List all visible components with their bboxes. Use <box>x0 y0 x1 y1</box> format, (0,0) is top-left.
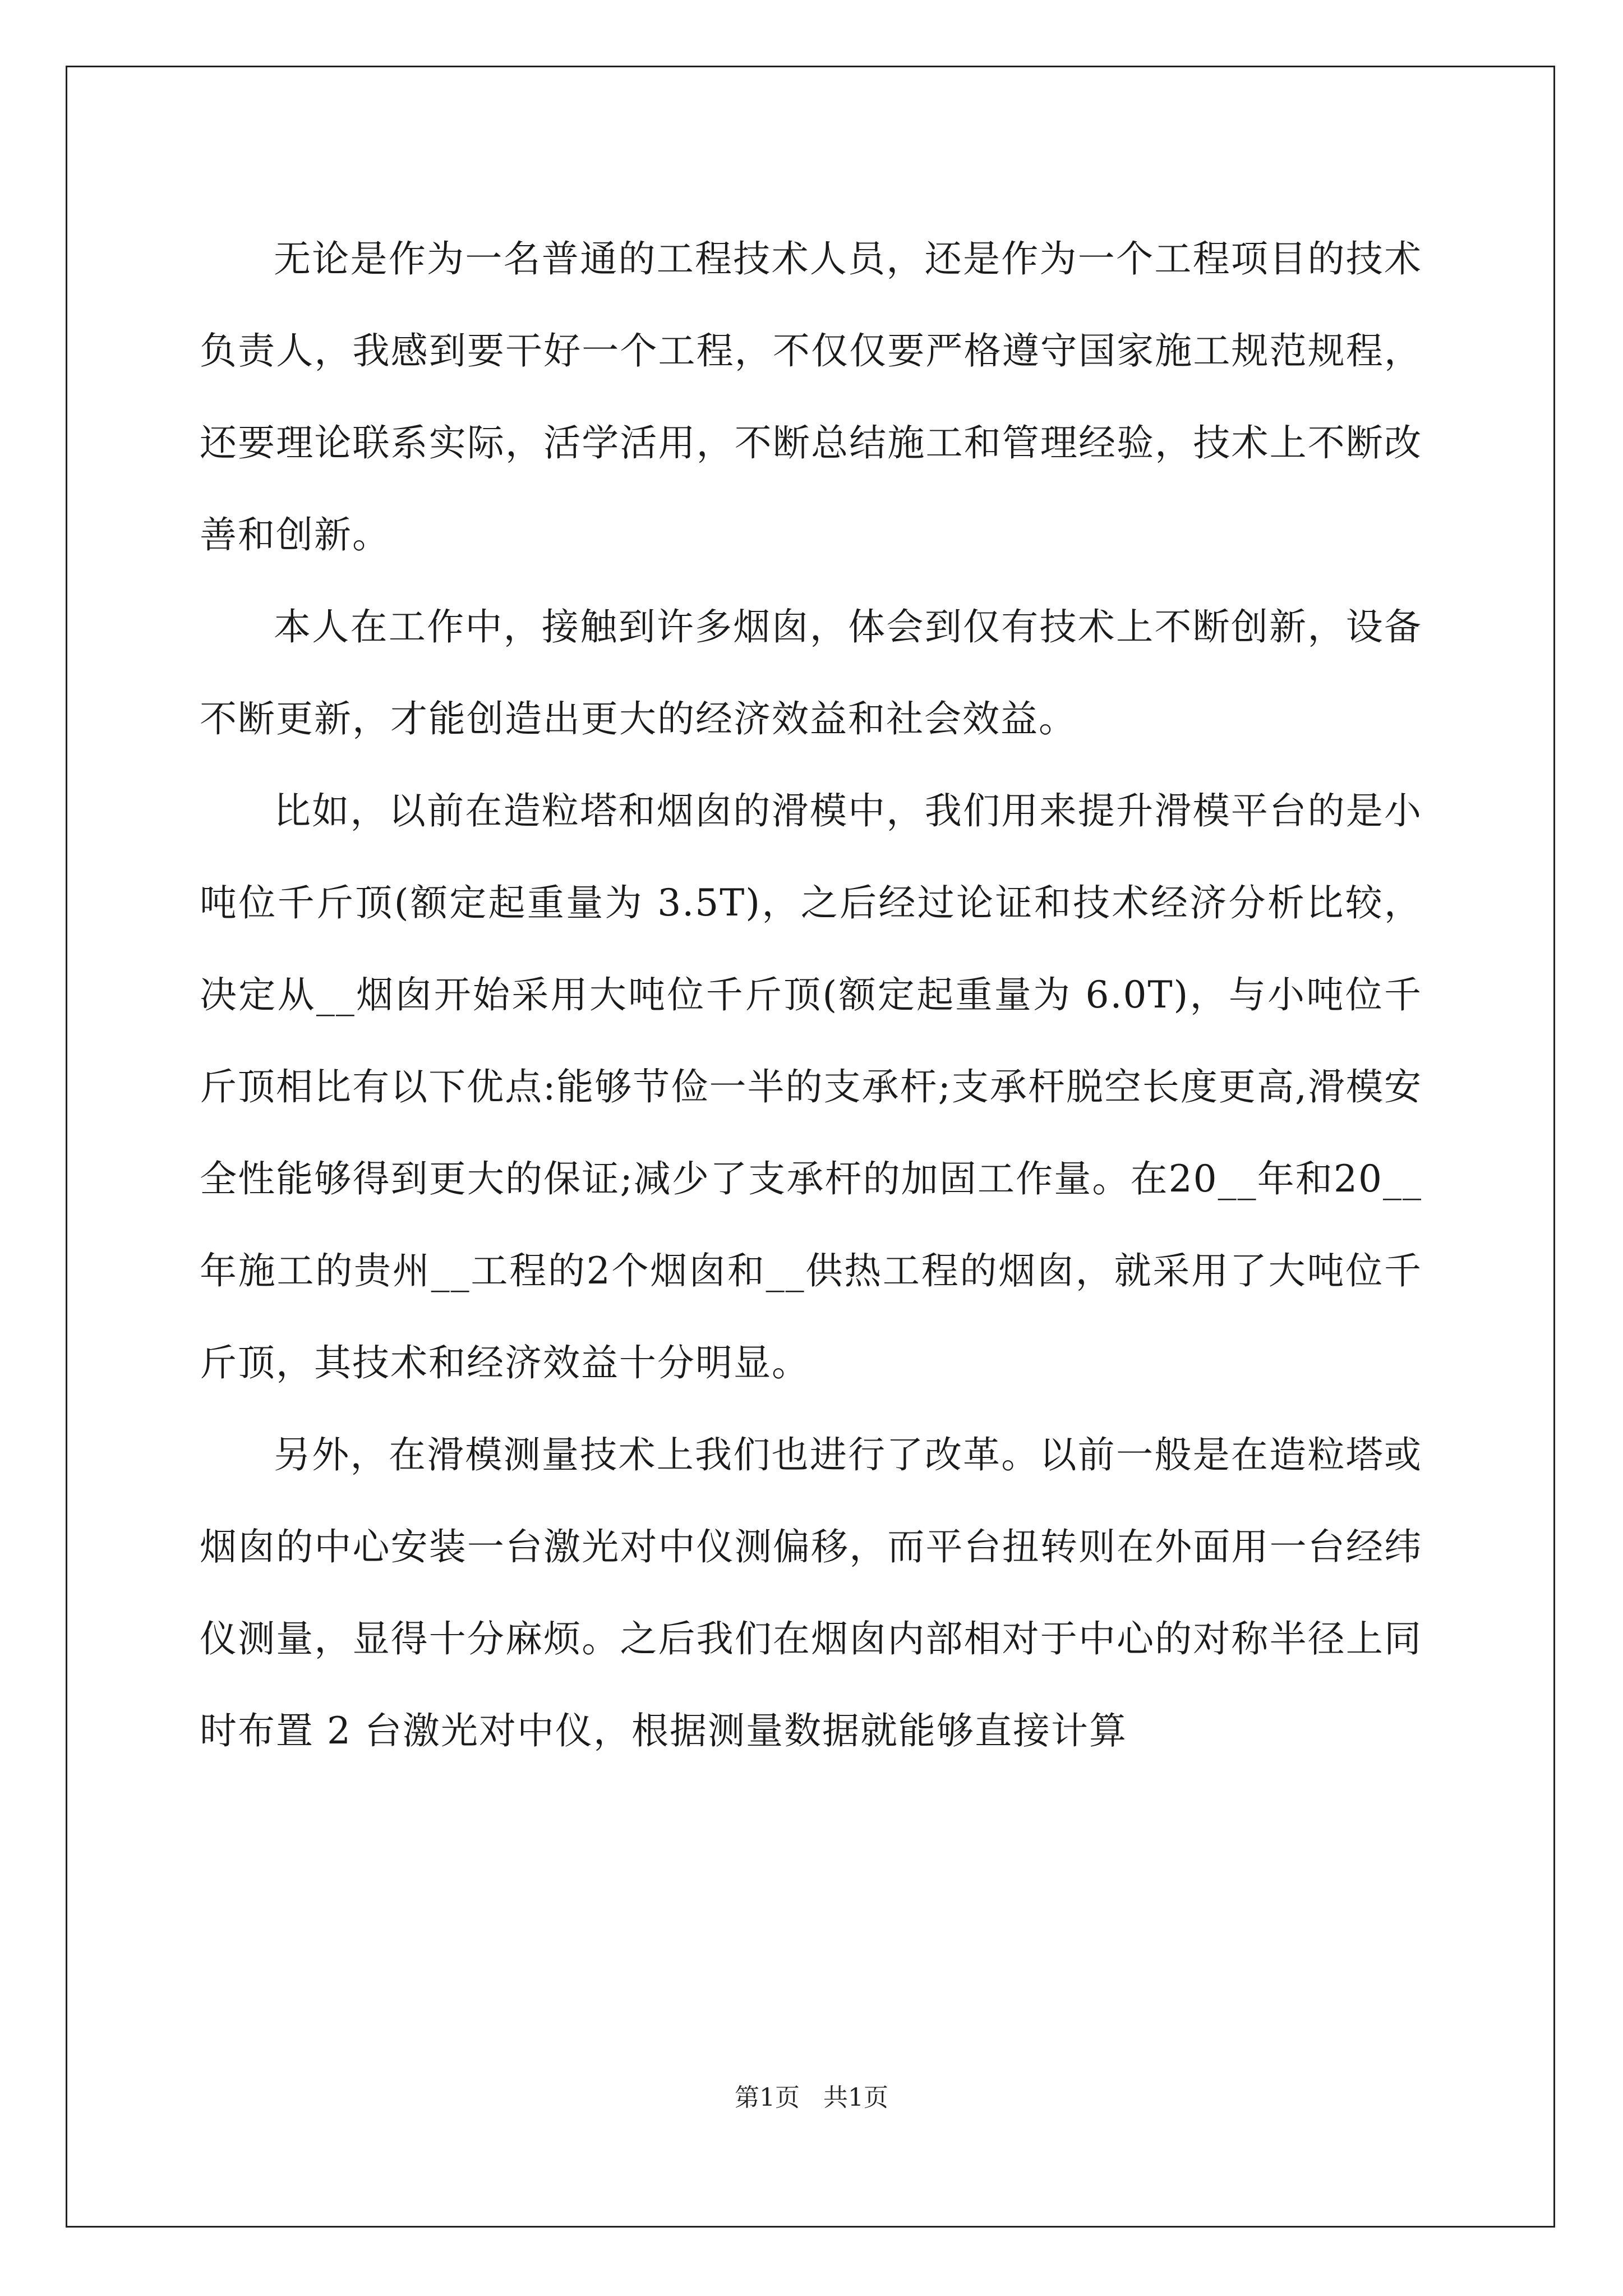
page-total: 共1页 <box>823 2083 888 2112</box>
paragraph-4: 另外，在滑模测量技术上我们也进行了改革。以前一般是在造粒塔或烟囱的中心安装一台激光对中仪测偏移，而平台扭转则在外面用一台经纬仪测量，显得十分麻烦。之后我们在烟囱内部相对于中心的对称半径上同时布置 2 台激光对中仪，根据测量数据就能够直接计算 <box>200 1433 1422 1752</box>
document-body <box>200 213 1422 1777</box>
page-number: 第1页 <box>735 2083 800 2112</box>
paragraph-2: 本人在工作中，接触到许多烟囱，体会到仅有技术上不断创新，设备不断更新，才能创造出更大的经济效益和社会效益。 <box>200 605 1422 740</box>
page-footer <box>0 2081 1623 2115</box>
paragraph-3: 比如，以前在造粒塔和烟囱的滑模中，我们用来提升滑模平台的是小吨位千斤顶(额定起重量为 3.5T)，之后经过论证和技术经济分析比较，决定从__烟囱开始采用大吨位千斤顶(额定起重量为 6.0T)，与小吨位千斤顶相比有以下优点:能够节俭一半的支承杆;支承杆脱空长度更高,滑模安全性能够得到更大的保证;减少了支承杆的加固工作量。在20__年和20__年施工的贵州__工程的2个烟囱和__供热工程的烟囱，就采用了大吨位千斤顶，其技术和经济效益十分明显。 <box>200 789 1422 1384</box>
paragraph-1: 无论是作为一名普通的工程技术人员，还是作为一个工程项目的技术负责人，我感到要干好一个工程，不仅仅要严格遵守国家施工规范规程，还要理论联系实际，活学活用，不断总结施工和管理经验，技术上不断改善和创新。 <box>200 237 1422 556</box>
